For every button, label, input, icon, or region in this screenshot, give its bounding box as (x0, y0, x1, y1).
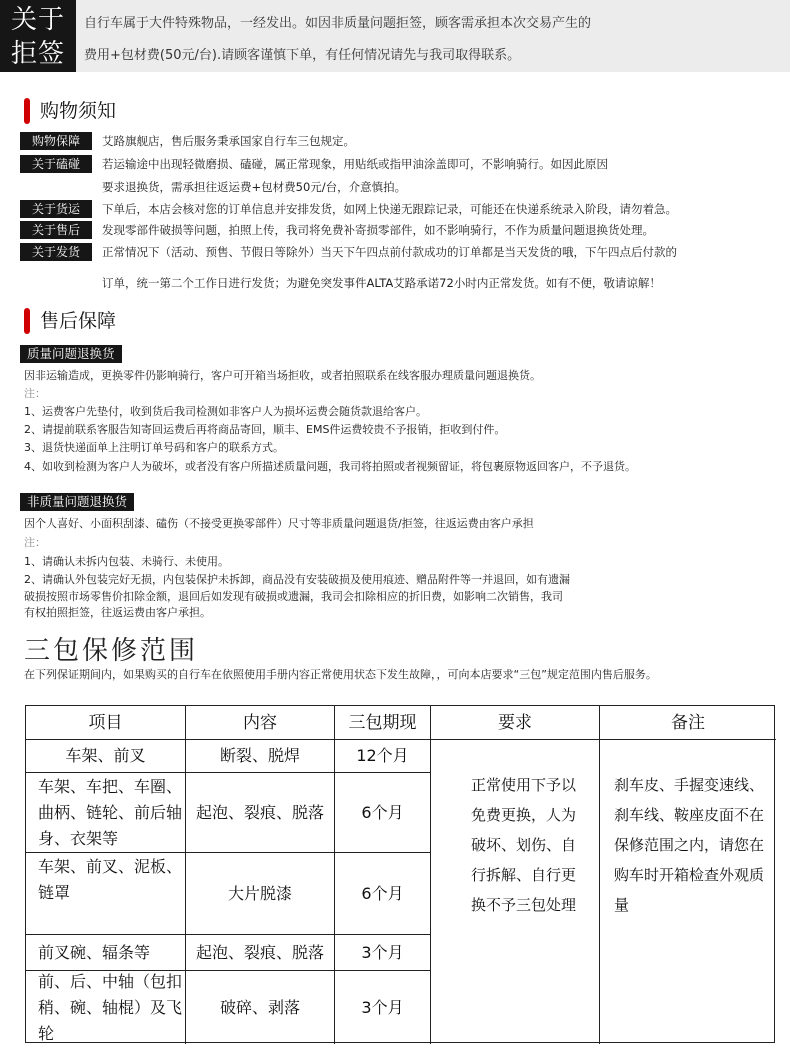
row-4-item: 前叉碗、辐条等 (38, 942, 151, 962)
warranty-subtitle: 在下列保证期间内，如果购买的自行车在依照使用手册内容正常使用状态下发生故障，，可向本店要求“三包”规定范围内售后服务。 (24, 668, 657, 681)
delivery-text: 正常情况下（活动、预售、节假日等除外）当天下午四点前付款成功的订单都是当天发货的哦，下午四点后付款的 (102, 245, 677, 259)
nonquality-item-1: 1、请确认未拆内包装、未骑行、未使用。 (24, 555, 229, 568)
guarantee-text: 艾路旗舰店，售后服务秉承国家自行车三包规定。 (102, 134, 355, 148)
nonquality-note: 注： (24, 536, 46, 549)
refusal-tag (0, 0, 76, 72)
quality-note: 注： (24, 387, 46, 400)
remark-text: 刹车皮、手握变速线、刹车线、鞍座皮面不在保修范围之内，请您在购车时开箱检查外观质量 (614, 776, 765, 914)
row-5-period: 3个月 (361, 997, 404, 1017)
row-1-period: 12个月 (356, 746, 409, 765)
refusal-banner (0, 0, 790, 72)
refusal-text-line1: 自行车属于大件特殊物品，一经发出。如因非质量问题拒签，顾客需承担本次交易产生的 (84, 16, 592, 31)
requirement-text: 正常使用下予以免费更换，人为破坏、划伤、自行拆解、自行更换不予三包处理 (471, 776, 577, 914)
header-period: 三包期现 (348, 712, 417, 733)
row-5-item: 前、后、中轴（包扣稍、碗、轴棍）及飞轮 (38, 971, 183, 1043)
quality-item-4: 4、如收到检测为客户人为破坏，或者没有客户所描述质量问题，我司将拍照或者视频留证，将包裹原物返回客户，不予退货。 (24, 460, 636, 473)
header-item: 项目 (88, 712, 123, 733)
quality-item-1: 1、运费客户先垫付，收到货后我司检测如非客户人为损坏运费会随货款退给客户。 (24, 405, 427, 418)
row-1-item: 车架、前叉 (65, 746, 146, 765)
row-4-content: 起泡、裂痕、脱落 (195, 942, 324, 962)
row-5-content: 破碎、剥落 (219, 997, 300, 1017)
bump-text-2: 要求退换货，需承担往返运费+包材费50元/台，介意慎拍。 (102, 180, 407, 194)
row-2-period: 6个月 (361, 802, 404, 822)
row-3-item: 车架、前叉、泥板、链罩 (38, 857, 183, 902)
refusal-tag-line2: 拒签 (10, 39, 65, 69)
tag-aftersale: 关于售后 (20, 221, 92, 239)
quality-return-label: 质量问题退换货 (20, 345, 122, 363)
tag-delivery: 关于发货 (20, 243, 92, 261)
quality-item-3: 3、退货快递面单上注明订单号码和客户的联系方式。 (24, 441, 284, 454)
header-remark: 备注 (671, 712, 705, 733)
tag-bump: 关于磕碰 (20, 155, 92, 173)
nonquality-item-2: 2、请确认外包装完好无损，内包装保护未拆卸，商品没有安装破损及使用痕迹、赠品附件等一并退回，如有遗漏 (24, 573, 570, 586)
red-accent-bar (24, 308, 30, 334)
tag-guarantee: 购物保障 (20, 132, 92, 150)
nonquality-intro: 因个人喜好、小面积刮漆、磕伤（不接受更换零部件）尺寸等非质量问题退货/拒签，往返运费由客户承担 (24, 517, 534, 530)
bump-text: 若运输途中出现轻微磨损、磕碰，属正常现象，用贴纸或指甲油涂盖即可，不影响骑行。如因此原因 (102, 157, 608, 171)
header-content: 内容 (243, 712, 277, 733)
delivery-text-2: 订单，统一第二个工作日进行发货；为避免突发事件ALTA艾路承诺72小时内正常发货。如有不便，敬请谅解！ (102, 276, 661, 290)
quality-item-2: 2、请提前联系客服告知寄回运费后再将商品寄回，顺丰、EMS件运费较贵不予报销，拒收到付件。 (24, 423, 506, 436)
row-1-content: 断裂、脱焊 (219, 746, 300, 765)
aftersale-text: 发现零部件破损等问题，拍照上传，我司将免费补寄损零部件，如不影响骑行，不作为质量问题退换货处理。 (102, 223, 654, 237)
row-3-content: 大片脱漆 (227, 883, 292, 903)
nonquality-item-3: 破损按照市场零售价扣除金额，退回后如发现有破损或遗漏，我司会扣除相应的折旧费，如影响二次销售，我司 (24, 590, 563, 603)
nonquality-return-label: 非质量问题退换货 (20, 493, 134, 511)
refusal-tag-line1: 关于 (10, 5, 65, 35)
refusal-text-line2: 费用+包材费(50元/台).请顾客谨慎下单，有任何情况请先与我司取得联系。 (84, 48, 521, 63)
shipping-text: 下单后，本店会核对您的订单信息并安排发货，如网上快递无跟踪记录，可能还在快递系统录入阶段，请勿着急。 (102, 202, 677, 216)
warranty-table (25, 705, 775, 1043)
row-4-period: 3个月 (361, 942, 404, 962)
shopping-title: 购物须知 (40, 100, 117, 122)
row-2-content: 起泡、裂痕、脱落 (195, 802, 324, 822)
aftersale-title: 售后保障 (40, 310, 117, 332)
warranty-title: 三包保修范围 (24, 636, 199, 666)
row-3-period: 6个月 (361, 883, 404, 903)
quality-intro: 因非运输造成，更换零件仍影响骑行，客户可开箱当场拒收，或者拍照联系在线客服办理质量问题退换货。 (24, 369, 541, 382)
tag-shipping: 关于货运 (20, 200, 92, 218)
nonquality-item-4: 有权拍照拒签，往返运费由客户承担。 (24, 606, 211, 619)
header-requirement: 要求 (498, 712, 532, 733)
red-accent-bar (24, 98, 30, 124)
row-2-item: 车架、车把、车圈、曲柄、链轮、前后轴身、衣架等 (38, 776, 183, 848)
